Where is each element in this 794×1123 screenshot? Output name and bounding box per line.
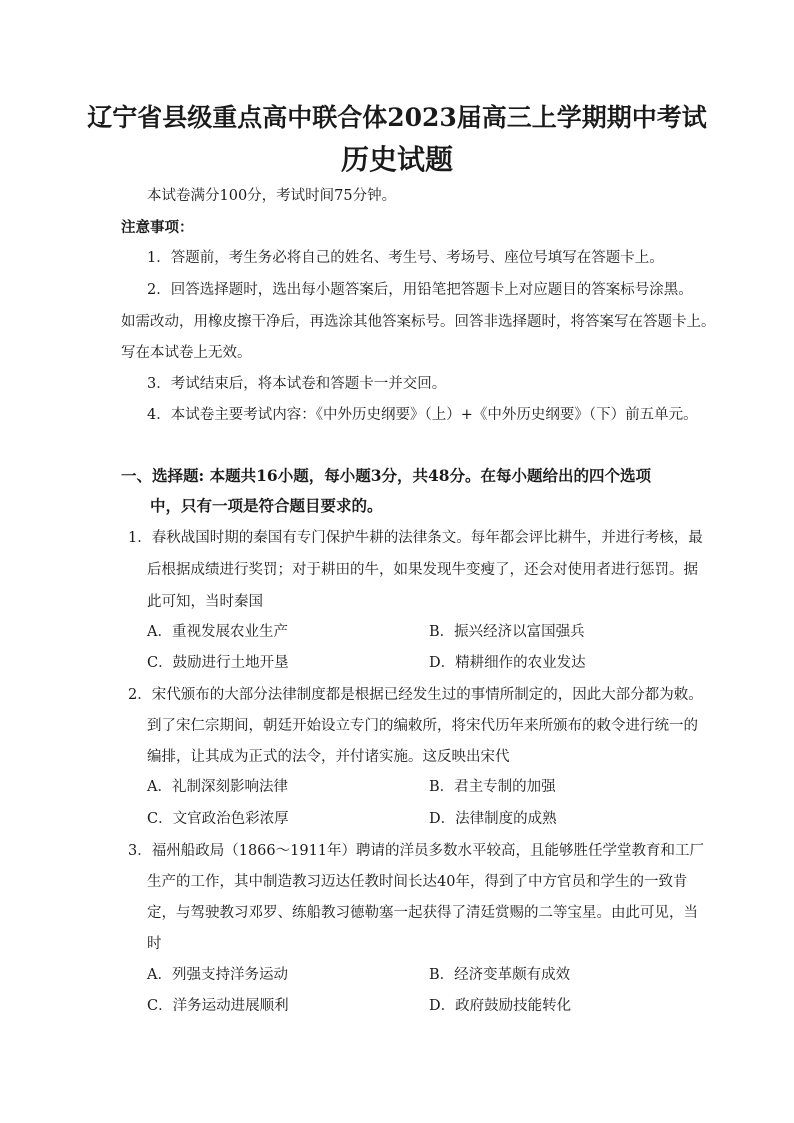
- notice-item: 1．答题前，考生务必将自己的姓名、考生号、考场号、座位号填写在答题卡上。: [147, 250, 664, 266]
- question-2-option-a: A．礼制深刻影响法律: [147, 779, 288, 795]
- question-3-option-a: A．列强支持洋务运动: [147, 967, 288, 983]
- question-3-option-b: B．经济变革颇有成效: [429, 967, 571, 983]
- question-2-option-c: C．文官政治色彩浓厚: [147, 811, 289, 827]
- exam-subject-title: 历史试题: [340, 143, 453, 176]
- notice-item: 2．回答选择题时，选出每小题答案后，用铅笔把答题卡上对应题目的答案标号涂黑。: [147, 282, 693, 298]
- notice-item: 如需改动，用橡皮擦干净后，再选涂其他答案标号。回答非选择题时，将答案写在答题卡上。: [121, 314, 716, 330]
- question-1-stem: 后根据成绩进行奖罚；对于耕田的牛，如果发现牛变瘦了，还会对使用者进行惩罚。据: [147, 562, 698, 578]
- question-2-stem: 2．宋代颁布的大部分法律制度都是根据已经发生过的事情所制定的，因此大部分都为敕。: [128, 687, 703, 703]
- question-1-option-a: A．重视发展农业生产: [147, 624, 288, 640]
- question-3-stem: 定，与驾驶教习邓罗、练船教习德勒塞一起获得了清廷赏赐的二等宝星。由此可见，当: [147, 905, 698, 921]
- question-3-option-d: D．政府鼓励技能转化: [429, 998, 572, 1014]
- notice-item: 3．考试结束后，将本试卷和答题卡一并交回。: [147, 376, 447, 392]
- notice-heading: 注意事项：: [121, 219, 194, 236]
- section-heading-cont: 中，只有一项是符合题目要求的。: [150, 496, 383, 515]
- question-3-stem: 生产的工作，其中制造教习迈达任教时间长达40年，得到了中方官员和学生的一致肯: [147, 874, 688, 890]
- question-1-stem: 此可知，当时秦国: [147, 594, 263, 610]
- notice-item: 写在本试卷上无效。: [121, 345, 252, 361]
- question-1-stem: 1．春秋战国时期的秦国有专门保护牛耕的法律条文。每年都会评比耕牛，并进行考核，最: [128, 530, 703, 546]
- question-2-option-d: D．法律制度的成熟: [429, 811, 557, 827]
- intro-text: 本试卷满分100分，考试时间75分钟。: [147, 188, 397, 204]
- section-heading: 一、选择题: 本题共16小题，每小题3分，共48分。在每小题给出的四个选项: [121, 466, 652, 485]
- question-2-option-b: B．君主专制的加强: [429, 779, 556, 795]
- exam-title: 辽宁省县级重点高中联合体2023届高三上学期期中考试: [87, 103, 707, 132]
- question-3-option-c: C．洋务运动进展顺利: [147, 998, 289, 1014]
- question-1-option-b: B．振兴经济以富国强兵: [429, 624, 585, 640]
- question-2-stem: 到了宋仁宗期间，朝廷开始设立专门的编敕所，将宋代历年来所颁布的敕令进行统一的: [147, 718, 698, 734]
- question-2-stem: 编排，让其成为正式的法令，并付诸实施。这反映出宋代: [147, 749, 510, 765]
- question-1-option-c: C．鼓励进行土地开垦: [147, 655, 289, 671]
- question-3-stem: 时: [147, 936, 162, 952]
- notice-item: 4．本试卷主要考试内容：《中外历史纲要》（上）+《中外历史纲要》（下）前五单元。: [147, 407, 698, 423]
- question-3-stem: 3．福州船政局（1866～1911年）聘请的洋员多数水平较高，且能够胜任学堂教育和工厂: [128, 843, 705, 859]
- question-1-option-d: D．精耕细作的农业发达: [429, 655, 586, 671]
